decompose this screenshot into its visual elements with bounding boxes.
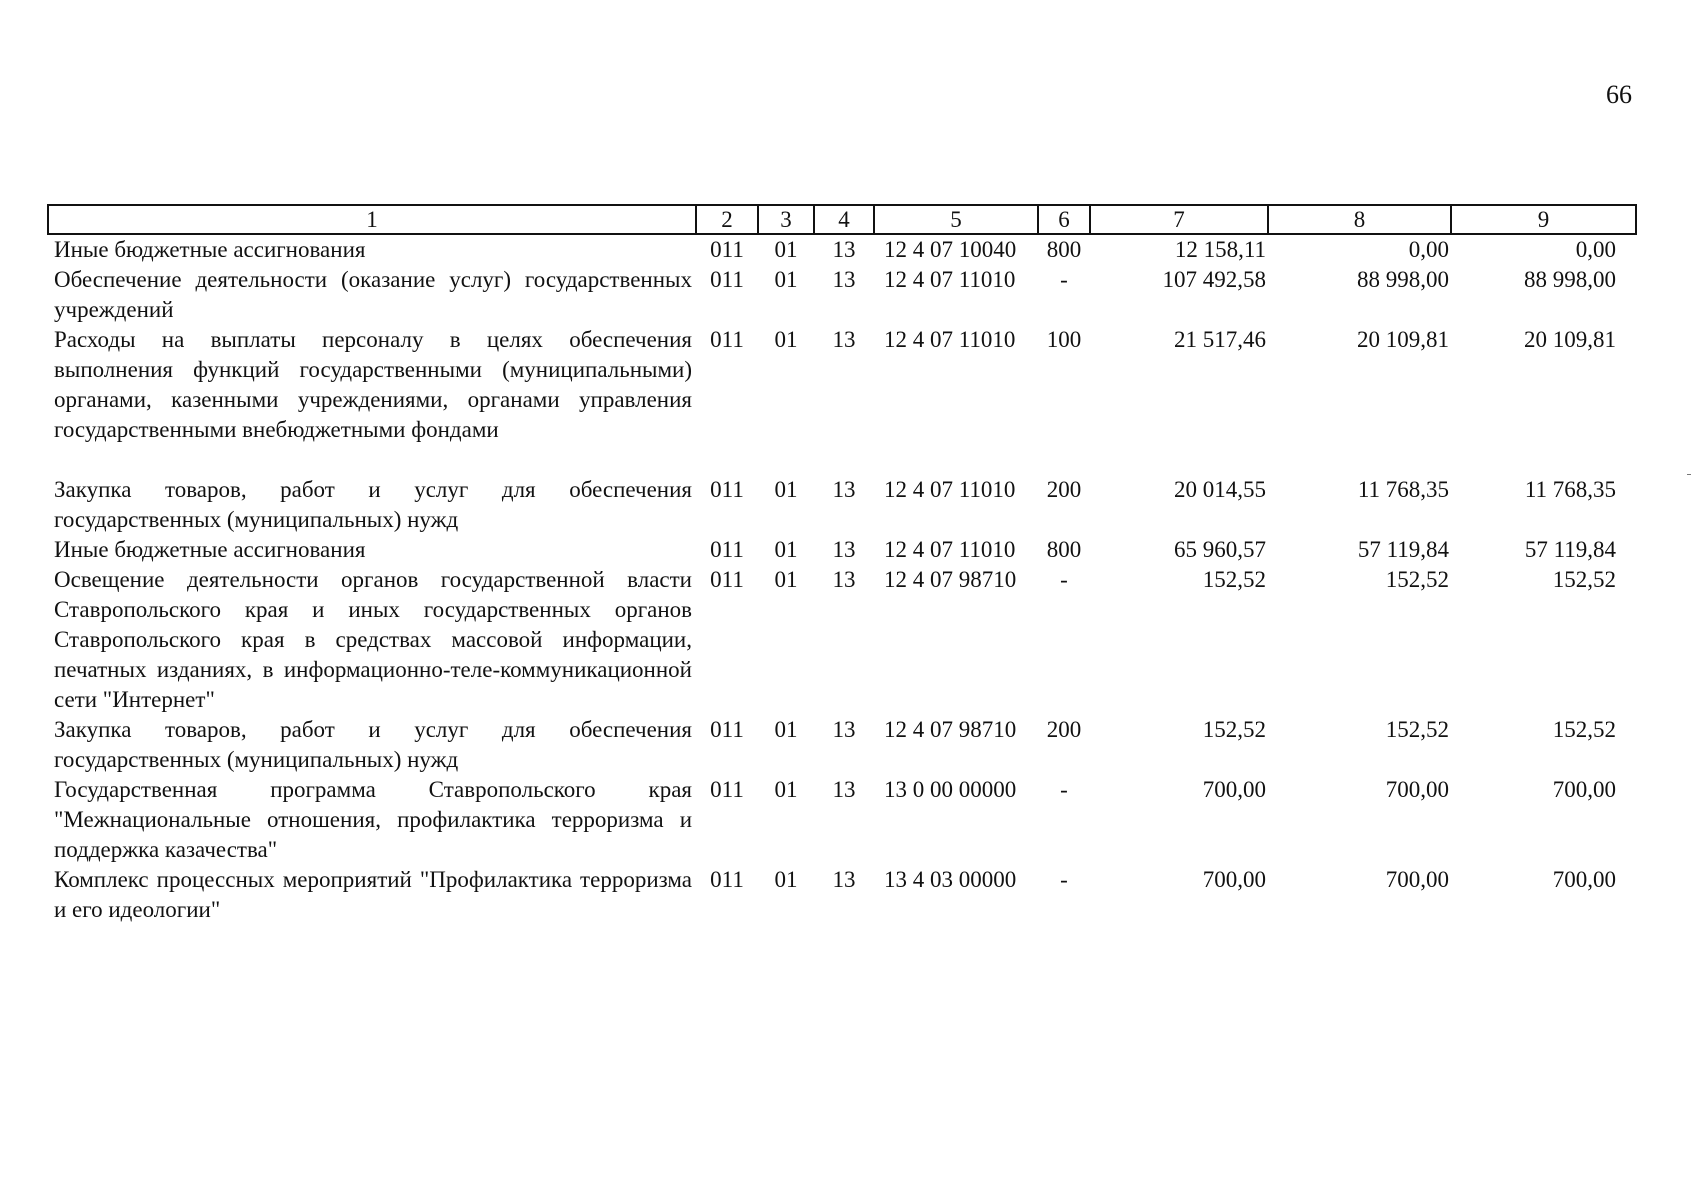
row-amount-col8: 88 998,00: [1357, 267, 1449, 292]
row-code-target: 12 4 07 11010: [884, 327, 1016, 352]
row-amount-col8: 152,52: [1385, 717, 1449, 742]
row-amount-col7: 700,00: [1202, 867, 1266, 892]
row-code-expense-type: 200: [1046, 477, 1082, 502]
header-col-2: 2: [696, 205, 758, 234]
row-amount-col9: 152,52: [1552, 567, 1616, 592]
row-code-section: 01: [774, 327, 798, 352]
row-amount-col8: 700,00: [1385, 777, 1449, 802]
header-col-6: 6: [1038, 205, 1090, 234]
row-amount-col9: 0,00: [1575, 237, 1616, 262]
row-code-section: 01: [774, 867, 798, 892]
row-code-subsection: 13: [832, 537, 856, 562]
margin-mark: [1687, 474, 1691, 475]
row-amount-col9: 11 768,35: [1524, 477, 1616, 502]
row-code-section: 01: [774, 477, 798, 502]
row-amount-col8: 57 119,84: [1357, 537, 1449, 562]
row-amount-col9: 20 109,81: [1524, 327, 1616, 352]
table-body: [48, 234, 1636, 925]
table-header: [48, 205, 1636, 234]
row-description: Иные бюджетные ассигнования: [54, 537, 366, 562]
row-amount-col8: 20 109,81: [1357, 327, 1449, 352]
header-col-8: 8: [1268, 205, 1451, 234]
row-code-subsection: 13: [832, 777, 856, 802]
row-code-subsection: 13: [832, 327, 856, 352]
page-number: 66: [1606, 80, 1632, 109]
header-col-4: 4: [814, 205, 874, 234]
row-amount-col7: 12 158,11: [1174, 237, 1266, 262]
row-code-target: 12 4 07 98710: [884, 717, 1017, 742]
row-code-expense-type: 100: [1046, 327, 1082, 352]
table-row: [48, 865, 1636, 925]
row-amount-col7: 152,52: [1202, 567, 1266, 592]
header-row: [48, 205, 1636, 234]
row-code-subsection: 13: [832, 237, 856, 262]
row-code-ministry: 011: [710, 267, 744, 292]
row-description: Расходы на выплаты персоналу в целях обеспечения выполнения функций государственными (муниципальными) органами, казенными учреждениями, органами управления государственными внебюджетными фондами: [54, 327, 692, 442]
row-code-expense-type: -: [1060, 777, 1068, 802]
row-code-subsection: 13: [832, 567, 856, 592]
row-code-expense-type: 800: [1046, 537, 1082, 562]
row-code-target: 12 4 07 11010: [884, 267, 1016, 292]
row-code-expense-type: -: [1060, 267, 1068, 292]
row-amount-col9: 700,00: [1552, 867, 1616, 892]
row-description: Закупка товаров, работ и услуг для обеспечения государственных (муниципальных) нужд: [54, 717, 692, 772]
table-row: [48, 535, 1636, 565]
row-code-target: 12 4 07 11010: [884, 477, 1016, 502]
table-row: [48, 565, 1636, 715]
row-code-expense-type: -: [1060, 567, 1068, 592]
row-code-subsection: 13: [832, 267, 856, 292]
row-code-ministry: 011: [710, 537, 744, 562]
row-code-ministry: 011: [710, 777, 744, 802]
row-code-section: 01: [774, 777, 798, 802]
header-col-3: 3: [758, 205, 814, 234]
row-amount-col7: 20 014,55: [1174, 477, 1266, 502]
row-code-section: 01: [774, 567, 798, 592]
row-amount-col9: 700,00: [1552, 777, 1616, 802]
row-code-target: 12 4 07 10040: [884, 237, 1017, 262]
row-amount-col7: 700,00: [1202, 777, 1266, 802]
table-row: [48, 234, 1636, 265]
row-code-section: 01: [774, 267, 798, 292]
row-code-section: 01: [774, 717, 798, 742]
header-col-1: 1: [48, 205, 696, 234]
table-row: [48, 265, 1636, 325]
row-description: Освещение деятельности органов государственной власти Ставропольского края и иных государственных органов Ставропольского края в средствах массовой информации, печатных изданиях, в информационно-теле-коммуникационной сети "Интернет": [54, 567, 692, 712]
header-col-9: 9: [1451, 205, 1636, 234]
row-code-target: 13 0 00 00000: [884, 777, 1017, 802]
row-code-ministry: 011: [710, 717, 744, 742]
row-description: Государственная программа Ставропольского края "Межнациональные отношения, профилактика терроризма и поддержка казачества": [54, 777, 692, 862]
row-amount-col9: 88 998,00: [1524, 267, 1616, 292]
row-amount-col7: 107 492,58: [1162, 267, 1266, 292]
row-code-ministry: 011: [710, 567, 744, 592]
row-description: Закупка товаров, работ и услуг для обеспечения государственных (муниципальных) нужд: [54, 477, 692, 532]
row-code-ministry: 011: [710, 477, 744, 502]
row-amount-col8: 11 768,35: [1357, 477, 1449, 502]
table-row: [48, 715, 1636, 775]
row-amount-col7: 21 517,46: [1174, 327, 1266, 352]
row-amount-col8: 700,00: [1385, 867, 1449, 892]
row-code-expense-type: -: [1060, 867, 1068, 892]
row-code-expense-type: 800: [1046, 237, 1082, 262]
row-code-target: 13 4 03 00000: [884, 867, 1017, 892]
table-row: [48, 775, 1636, 865]
row-amount-col8: 152,52: [1385, 567, 1449, 592]
table-row: [48, 475, 1636, 535]
row-description: Обеспечение деятельности (оказание услуг) государственных учреждений: [54, 267, 692, 322]
row-code-subsection: 13: [832, 867, 856, 892]
header-col-5: 5: [874, 205, 1038, 234]
header-col-7: 7: [1090, 205, 1268, 234]
row-code-subsection: 13: [832, 477, 856, 502]
row-code-section: 01: [774, 537, 798, 562]
row-amount-col7: 65 960,57: [1174, 537, 1266, 562]
row-amount-col9: 57 119,84: [1524, 537, 1616, 562]
row-code-section: 01: [774, 237, 798, 262]
table-row: [48, 325, 1636, 475]
row-amount-col9: 152,52: [1552, 717, 1616, 742]
budget-table: [47, 204, 1637, 925]
row-code-target: 12 4 07 11010: [884, 537, 1016, 562]
row-code-expense-type: 200: [1046, 717, 1082, 742]
row-code-ministry: 011: [710, 237, 744, 262]
row-amount-col7: 152,52: [1202, 717, 1266, 742]
row-code-target: 12 4 07 98710: [884, 567, 1017, 592]
row-description: Комплекс процессных мероприятий "Профилактика терроризма и его идеологии": [54, 867, 692, 922]
row-amount-col8: 0,00: [1408, 237, 1449, 262]
row-code-ministry: 011: [710, 327, 744, 352]
row-description: Иные бюджетные ассигнования: [54, 237, 366, 262]
row-code-ministry: 011: [710, 867, 744, 892]
row-code-subsection: 13: [832, 717, 856, 742]
